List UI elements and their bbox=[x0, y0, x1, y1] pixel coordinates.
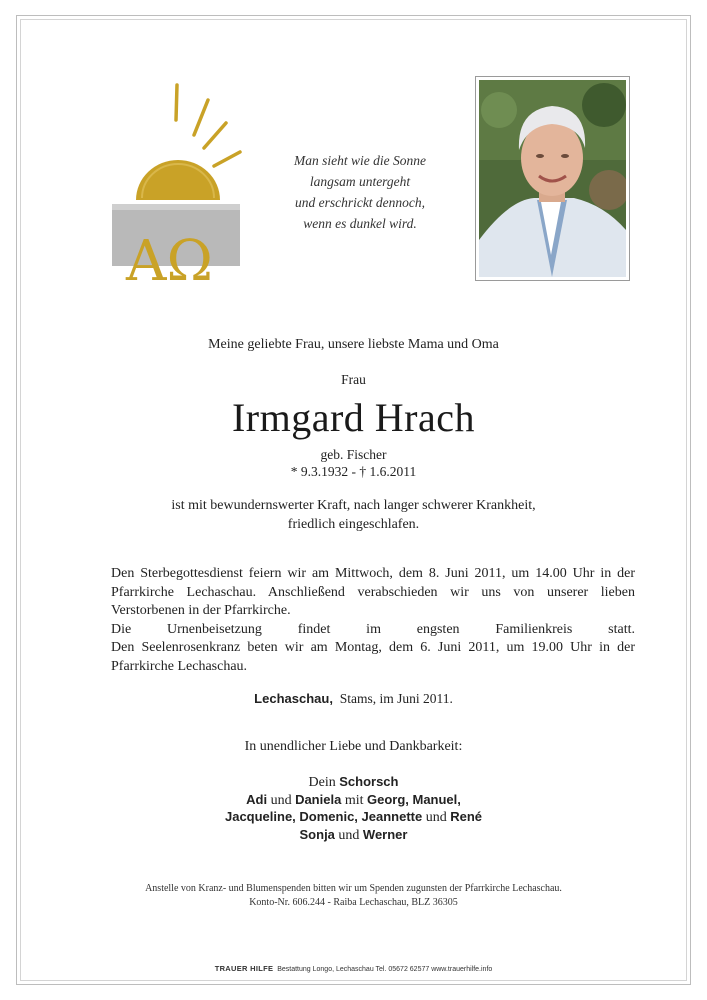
family-member: Daniela bbox=[295, 791, 342, 807]
family-line bbox=[0, 774, 707, 792]
svg-text:ΑΩ: ΑΩ bbox=[126, 229, 213, 290]
donation-line: Anstelle von Kranz- und Blumenspenden bitten wir um Spenden zugunsten der Pfarrkirche Lechaschau. bbox=[145, 883, 562, 894]
family-member: Sonja bbox=[299, 826, 335, 842]
family-text: mit bbox=[341, 792, 367, 808]
intro-text: Meine geliebte Frau, unsere liebste Mama und Oma bbox=[208, 337, 499, 352]
deceased-name: Irmgard Hrach bbox=[231, 395, 476, 440]
poem-line: wenn es dunkel wird. bbox=[303, 216, 417, 231]
family-member: René bbox=[450, 809, 483, 824]
alpha-omega-sunset-icon bbox=[108, 80, 248, 290]
poem bbox=[265, 150, 455, 234]
closing-line: In unendlicher Liebe und Dankbarkeit: bbox=[244, 739, 463, 754]
burial-paragraph: Die Urnenbeisetzung findet im engsten Familienkreis statt. bbox=[111, 621, 635, 637]
family-member: Adi bbox=[246, 791, 268, 807]
place-town: Lechaschau, bbox=[254, 691, 333, 706]
footer-brand: TRAUER HILFE bbox=[214, 964, 274, 973]
passing-statement bbox=[0, 496, 707, 534]
family-member: Georg, Manuel, bbox=[366, 791, 461, 807]
family-member: Schorsch bbox=[339, 774, 399, 789]
passing-line: friedlich eingeschlafen. bbox=[287, 517, 420, 532]
family-text: und bbox=[267, 792, 296, 808]
portrait-photo bbox=[475, 76, 630, 281]
poem-line: langsam untergeht bbox=[309, 174, 411, 189]
family-member: Jacqueline, Domenic, Jeannette bbox=[224, 809, 423, 824]
footer-text: Bestattung Longo, Lechaschau Tel. 05672 62577 www.trauerhilfe.info bbox=[277, 966, 493, 973]
donation-note bbox=[0, 882, 707, 909]
footer bbox=[0, 964, 707, 973]
place-rest: Stams, im Juni 2011. bbox=[339, 691, 453, 706]
poem-line: Man sieht wie die Sonne bbox=[294, 153, 426, 168]
family-line bbox=[0, 792, 707, 810]
passing-line: ist mit bewundernswerter Kraft, nach langer schwerer Krankheit, bbox=[171, 498, 536, 513]
family-text: Dein bbox=[308, 775, 340, 790]
service-details bbox=[111, 565, 635, 676]
life-dates: * 9.3.1932 - † 1.6.2011 bbox=[290, 464, 417, 479]
rosary-paragraph: Den Seelenrosenkranz beten wir am Montag, dem 6. Juni 2011, um 19.00 Uhr in der Pfarrkirche Lechaschau. bbox=[111, 640, 635, 674]
place-date bbox=[0, 691, 707, 707]
family-signatures bbox=[0, 774, 707, 844]
salutation: Frau bbox=[341, 372, 366, 387]
funeral-mass-paragraph: Den Sterbegottesdienst feiern wir am Mittwoch, dem 8. Juni 2011, um 14.00 Uhr in der Pfarrkirche Lechaschau. Anschließend verabschieden wir uns von unserer lieben Verstorbenen in der Pfarrkirche. bbox=[111, 566, 635, 618]
maiden-name: geb. Fischer bbox=[320, 447, 387, 462]
family-line bbox=[0, 827, 707, 845]
family-text: und bbox=[334, 827, 363, 843]
bank-account: Konto-Nr. 606.244 - Raiba Lechaschau, BLZ 36305 bbox=[249, 896, 458, 908]
poem-line: und erschrickt dennoch, bbox=[294, 195, 426, 210]
family-text: und bbox=[422, 810, 451, 825]
family-member: Werner bbox=[362, 826, 408, 842]
family-line bbox=[0, 809, 707, 827]
